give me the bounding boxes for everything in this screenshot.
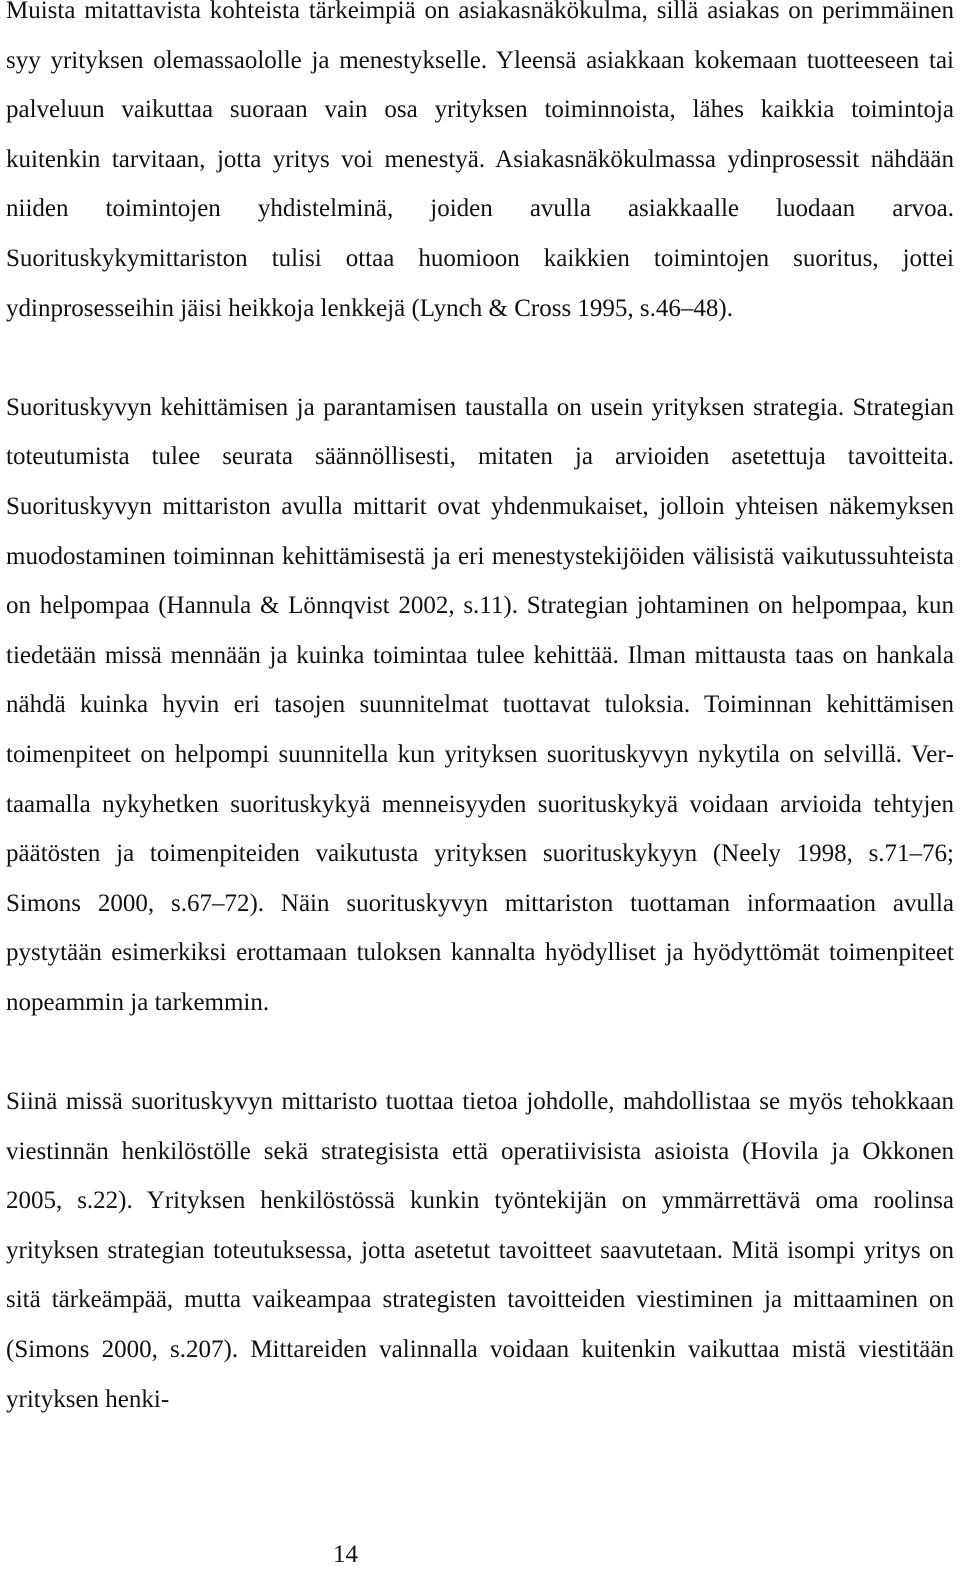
- paragraph-customer-perspective: Muista mitattavista kohteista tärkeimpiä on asiakasnäkökulma, sillä asiakas on perimmäinen syy yrityksen olemassaololle ja menestykselle. Yleensä asiakkaan kokemaan tuotteeseen tai palveluun vaikuttaa suoraan vain osa yrityksen toiminnoista, lähes kaikkia toimintoja kuitenkin tarvitaan, jotta yritys voi menestyä. Asiakasnäkökulmassa ydinprosessit nähdään niiden toimintojen yhdistelminä, joiden avulla asiakkaalle luodaan arvoa. Suorituskykymittariston tulisi ottaa huomioon kaikkien toimintojen suoritus, jottei ydinprosesseihin jäisi heikkoja lenkkejä (Lynch & Cross 1995, s.46–48).: [6, 0, 954, 322]
- paragraph-spacer: [6, 1027, 954, 1077]
- document-page: [6, 0, 954, 1424]
- paragraph-communication: Siinä missä suorituskyvyn mittaristo tuottaa tietoa johdolle, mahdollistaa se myös tehokkaan viestinnän henkilöstölle sekä strategisista että operatiivisista asioista (Hovila ja Okkonen 2005, s.22). Yrityksen henkilöstössä kunkin työntekijän on ymmärrettävä oma roolinsa yrityksen strategian toteutuksessa, jotta asetetut tavoitteet saavutetaan. Mitä isompi yritys on sitä tärkeämpää, mutta vaikeampaa strategisten tavoitteiden viestiminen ja mittaaminen on (Simons 2000, s.207). Mittareiden valinnalla voidaan kuitenkin vaikuttaa mistä viestitään yrityksen henki-: [6, 1088, 954, 1413]
- paragraph-performance-strategy: Suorituskyvyn kehittämisen ja parantamisen taustalla on usein yrityksen strategia. Strategian toteutumista tulee seurata säännöllisesti, mitaten ja arvioiden asetettuja tavoitteita. Suorituskyvyn mittariston avulla mittarit ovat yhdenmukaiset, jolloin yhteisen näkemyksen muodostaminen toiminnan kehittämisestä ja eri menestystekijöiden välisistä vaikutussuhteista on helpompaa (Hannula & Lönnqvist 2002, s.11). Strategian johtaminen on helpompaa, kun tiedetään missä mennään ja kuinka toimintaa tulee kehittää. Ilman mittausta taas on hankala nähdä kuinka hyvin eri tasojen suunnitelmat tuottavat tuloksia. Toiminnan kehittämisen toimenpiteet on helpompi suunnitella kun yrityksen suorituskyvyn nykytila on selvillä. Vertaamalla nykyhetken suorituskykyä menneisyyden suorituskykyä voidaan arvioida tehtyjen päätösten ja toimenpiteiden vaikutusta yrityksen suorituskykyyn (Neely 1998, s.71–76; Simons 2000, s.67–72). Näin suorituskyvyn mittariston tuottaman informaation avulla pystytään esimerkiksi erottamaan tuloksen kannalta hyödylliset ja hyödyttömät toimenpiteet nopeammin ja tarkemmin.: [6, 393, 954, 1016]
- paragraph-spacer: [6, 333, 954, 383]
- page-number: 14: [333, 1541, 358, 1568]
